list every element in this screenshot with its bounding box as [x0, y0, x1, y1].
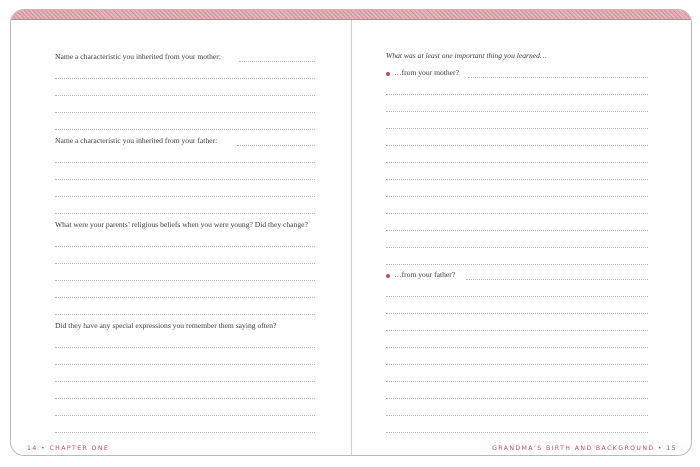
answer-line[interactable] [55, 162, 315, 163]
answer-line[interactable] [55, 95, 315, 96]
answer-line[interactable] [386, 398, 648, 399]
answer-line[interactable] [386, 230, 648, 231]
right-page-footer: GRANDMA’S BIRTH AND BACKGROUND • 15 [492, 445, 677, 452]
answer-line[interactable] [55, 432, 315, 433]
answer-line[interactable] [55, 112, 315, 113]
open-book-spread [10, 9, 692, 456]
right-page [352, 20, 691, 455]
answer-line[interactable] [55, 381, 315, 382]
answer-line[interactable] [55, 213, 315, 214]
question-religious-beliefs: What were your parents’ religious beliefs when you were young? Did they change? [55, 220, 308, 229]
bullet-icon [386, 274, 390, 278]
answer-line[interactable] [466, 279, 648, 280]
answer-line[interactable] [386, 94, 648, 95]
answer-line[interactable] [55, 280, 315, 281]
answer-line[interactable] [55, 398, 315, 399]
answer-line[interactable] [386, 196, 648, 197]
answer-line[interactable] [55, 263, 315, 264]
answer-line[interactable] [386, 381, 648, 382]
answer-line[interactable] [386, 415, 648, 416]
answer-line[interactable] [55, 364, 315, 365]
answer-line[interactable] [55, 415, 315, 416]
answer-line[interactable] [386, 364, 648, 365]
decorative-top-band [11, 10, 691, 20]
answer-line[interactable] [386, 432, 648, 433]
answer-line[interactable] [239, 61, 315, 62]
bullet-icon [386, 72, 390, 76]
answer-line[interactable] [386, 313, 648, 314]
answer-line[interactable] [386, 213, 648, 214]
answer-line[interactable] [386, 145, 648, 146]
left-page-footer: 14 • CHAPTER ONE [27, 445, 110, 452]
answer-line[interactable] [386, 128, 648, 129]
answer-line[interactable] [386, 179, 648, 180]
prompt-from-mother: …from your mother? [394, 68, 459, 77]
answer-line[interactable] [55, 314, 315, 315]
answer-line[interactable] [386, 247, 648, 248]
question-special-expressions: Did they have any special expressions you remember them saying often? [55, 321, 277, 330]
question-mother-trait: Name a characteristic you inherited from your mother: [55, 52, 221, 61]
answer-line[interactable] [55, 297, 315, 298]
answer-line[interactable] [468, 77, 648, 78]
answer-line[interactable] [386, 111, 648, 112]
answer-line[interactable] [386, 296, 648, 297]
answer-line[interactable] [386, 162, 648, 163]
answer-line[interactable] [55, 129, 315, 130]
answer-line[interactable] [55, 347, 315, 348]
right-page-heading: What was at least one important thing you learned… [386, 51, 547, 60]
answer-line[interactable] [386, 264, 648, 265]
answer-line[interactable] [55, 78, 315, 79]
answer-line[interactable] [237, 145, 315, 146]
answer-line[interactable] [55, 179, 315, 180]
answer-line[interactable] [55, 196, 315, 197]
question-father-trait: Name a characteristic you inherited from your father: [55, 136, 218, 145]
answer-line[interactable] [386, 347, 648, 348]
prompt-from-father: …from your father? [394, 270, 456, 279]
answer-line[interactable] [386, 330, 648, 331]
left-page [11, 20, 351, 455]
answer-line[interactable] [55, 246, 315, 247]
